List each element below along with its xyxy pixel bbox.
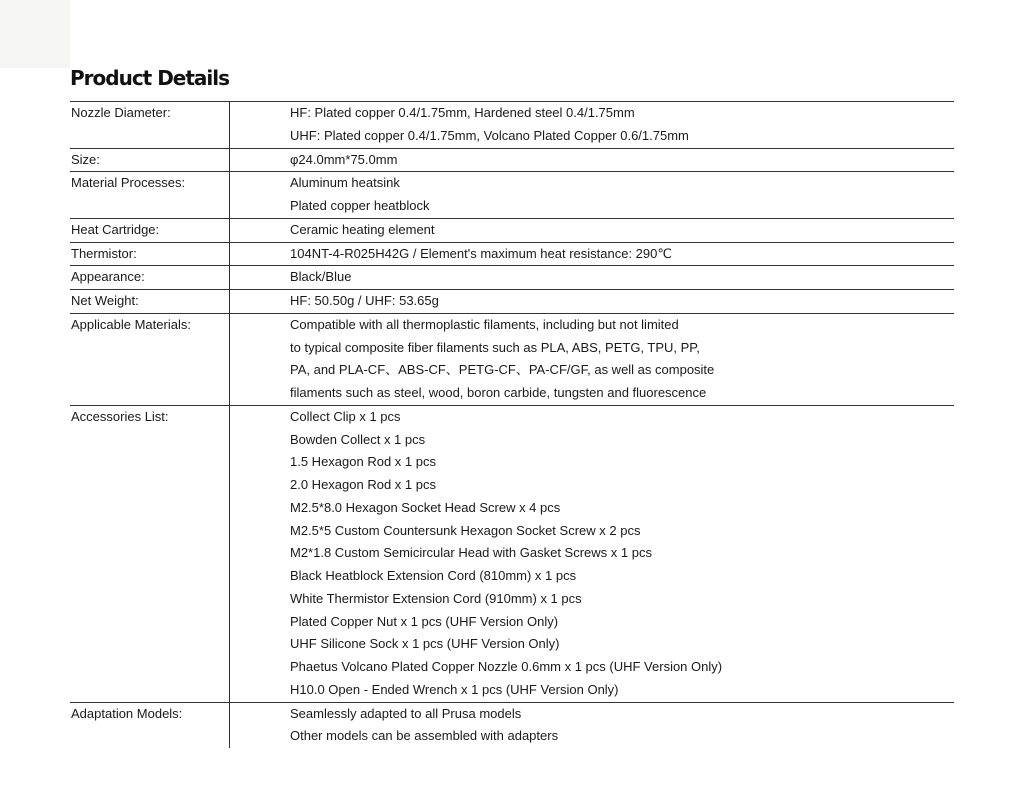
spec-row [70,219,954,243]
spec-value: UHF: Plated copper 0.4/1.75mm, Volcano Plated Copper 0.6/1.75mm [290,127,689,143]
corner-decoration [0,0,70,68]
spec-label: Adaptation Models: [70,703,230,749]
spec-value: 104NT-4-R025H42G / Element's maximum heat resistance: 290℃ [290,245,672,261]
spec-value: Collect Clip x 1 pcs [290,408,401,424]
spec-row [70,172,954,219]
spec-row [70,314,954,406]
spec-value: Plated Copper Nut x 1 pcs (UHF Version Only) [290,613,559,629]
spec-label: Accessories List: [70,406,230,702]
spec-row [70,243,954,267]
spec-values [230,243,954,266]
spec-value: M2.5*5 Custom Countersunk Hexagon Socket Screw x 2 pcs [290,522,641,538]
spec-label: Thermistor: [70,243,230,266]
spec-value: M2*1.8 Custom Semicircular Head with Gasket Screws x 1 pcs [290,545,652,561]
spec-value: HF: Plated copper 0.4/1.75mm, Hardened steel 0.4/1.75mm [290,105,635,120]
spec-row [70,406,954,703]
spec-value: H10.0 Open - Ended Wrench x 1 pcs (UHF Version Only) [290,681,619,697]
spec-label: Net Weight: [70,290,230,313]
spec-row [70,102,954,149]
spec-value: PA, and PLA-CF、ABS-CF、PETG-CF、PA-CF/GF, as well as composite [290,362,715,378]
spec-label: Material Processes: [70,172,230,218]
spec-value: 1.5 Hexagon Rod x 1 pcs [290,454,436,470]
spec-row [70,703,954,749]
spec-row [70,149,954,173]
spec-value: Compatible with all thermoplastic filaments, including but not limited [290,316,679,332]
spec-label: Heat Cartridge: [70,219,230,242]
spec-value: Seamlessly adapted to all Prusa models [290,705,522,721]
spec-value: Aluminum heatsink [290,175,400,191]
spec-value: Phaetus Volcano Plated Copper Nozzle 0.6mm x 1 pcs (UHF Version Only) [290,659,723,674]
spec-values [230,219,954,242]
spec-value: UHF Silicone Sock x 1 pcs (UHF Version Only) [290,636,560,652]
spec-value: Black/Blue [290,269,352,285]
spec-value: Other models can be assembled with adapters [290,728,559,744]
spec-label: Applicable Materials: [70,314,230,405]
spec-table [70,101,954,748]
spec-value: White Thermistor Extension Cord (910mm) x 1 pcs [290,590,582,606]
spec-value: Ceramic heating element [290,221,435,237]
spec-values [230,703,954,749]
spec-row [70,266,954,290]
spec-value: 2.0 Hexagon Rod x 1 pcs [290,477,436,492]
spec-values [230,266,954,289]
spec-values [230,149,954,172]
spec-value: filaments such as steel, wood, boron carbide, tungsten and fluorescence [290,385,707,400]
spec-label: Nozzle Diameter: [70,102,230,148]
spec-value: to typical composite fiber filaments such as PLA, ABS, PETG, TPU, PP, [290,339,700,355]
spec-values [230,172,954,218]
spec-values [230,314,954,405]
spec-values [230,290,954,313]
spec-value: Black Heatblock Extension Cord (810mm) x 1 pcs [290,568,577,583]
spec-label: Size: [70,149,230,172]
spec-value: Plated copper heatblock [290,198,430,213]
page-title: Product Details [70,66,230,90]
spec-value: φ24.0mm*75.0mm [290,151,398,167]
spec-value: HF: 50.50g / UHF: 53.65g [290,293,439,308]
spec-value: M2.5*8.0 Hexagon Socket Head Screw x 4 pcs [290,499,561,515]
spec-values [230,102,954,148]
spec-value: Bowden Collect x 1 pcs [290,431,426,447]
spec-label: Appearance: [70,266,230,289]
spec-values [230,406,954,702]
spec-row [70,290,954,314]
